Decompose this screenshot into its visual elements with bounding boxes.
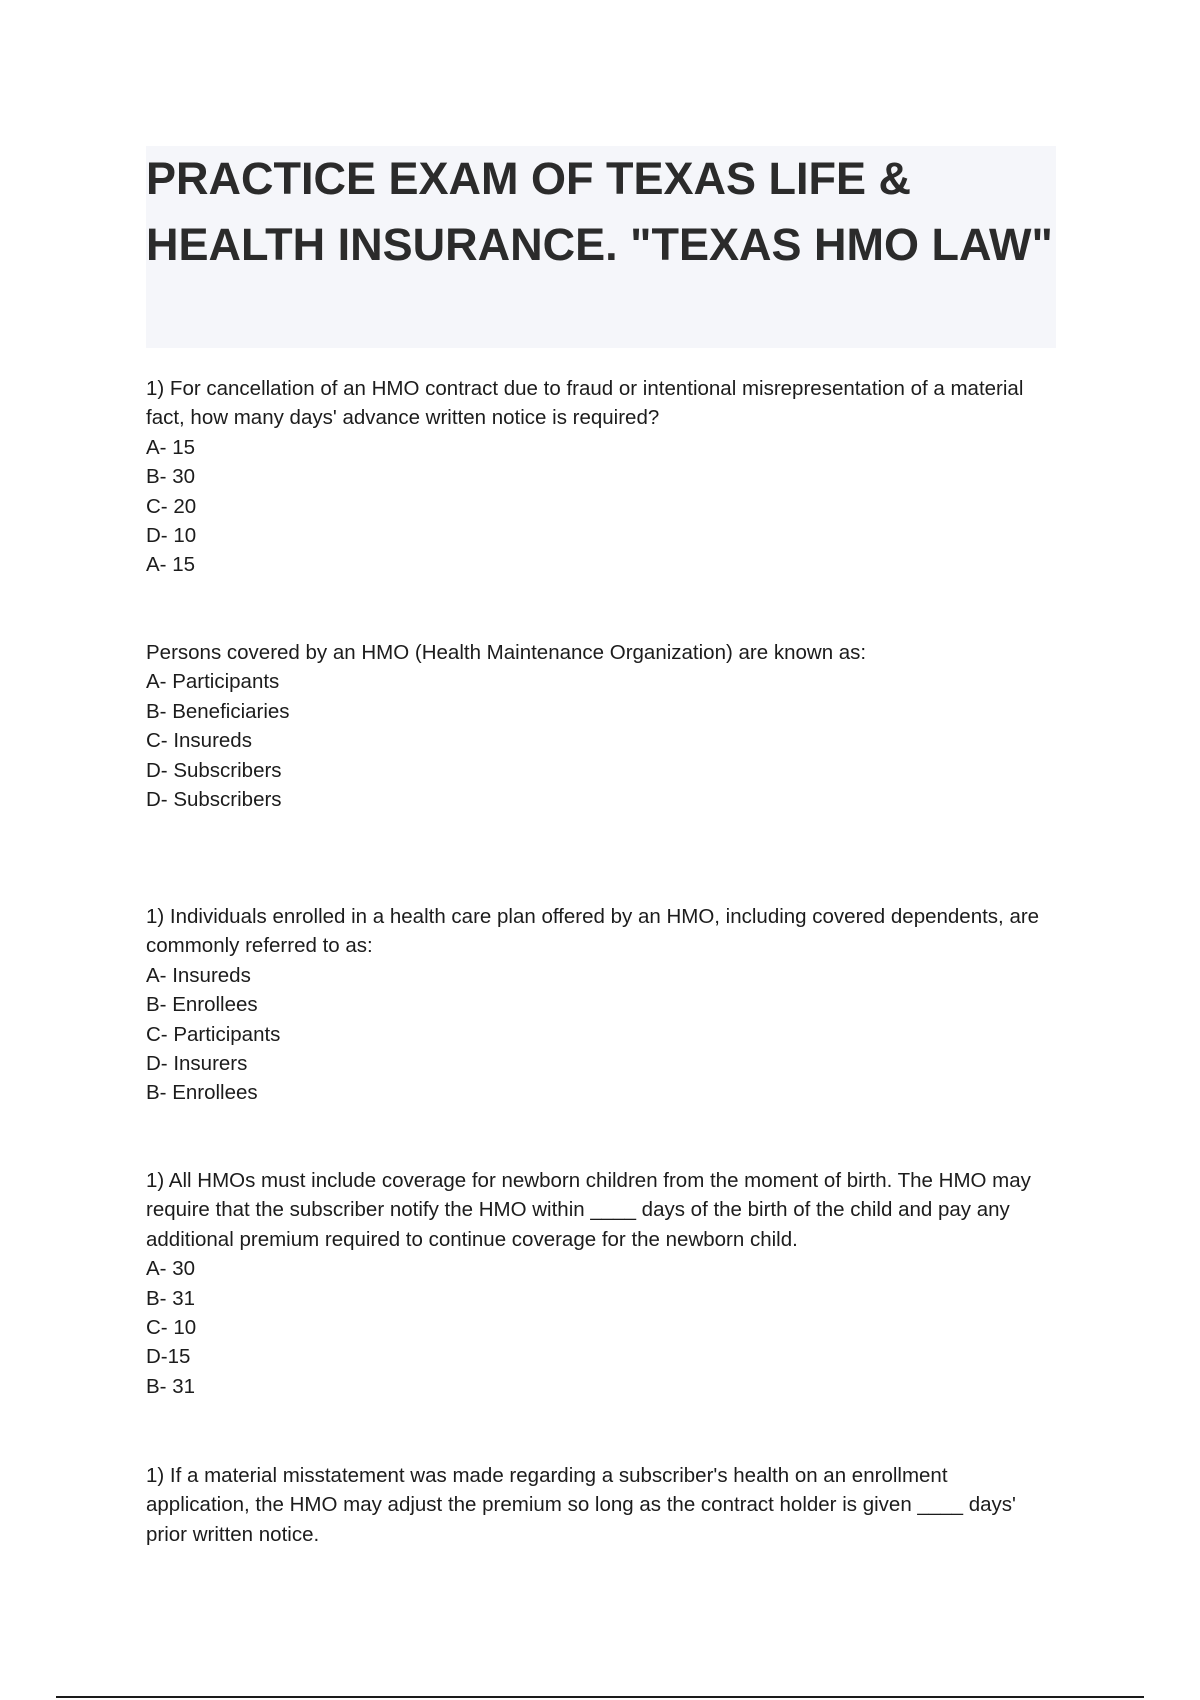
question-text: 1) Individuals enrolled in a health care plan offered by an HMO, including covered dependents, are commonly referred to as: [146,905,1045,958]
answer: B- 31 [146,1374,195,1398]
option-c: C- Insureds [146,729,252,753]
footer-divider [56,1696,1144,1698]
question-text: 1) All HMOs must include coverage for newborn children from the moment of birth. The HMO may require that the subscriber notify the HMO within ____ days of the birth of the child and pay any additional premium required to continue coverage for the newborn child. [146,1169,1037,1251]
option-a: A- 15 [146,435,195,459]
answer: B- Enrollees [146,1081,258,1105]
answer: A- 15 [146,553,195,577]
question-4 [146,1166,1046,1401]
option-a: A- Participants [146,670,280,694]
option-d: D- Subscribers [146,758,282,782]
option-b: B- Beneficiaries [146,699,290,723]
question-text: 1) If a material misstatement was made regarding a subscriber's health on an enrollment application, the HMO may adjust the premium so long as the contract holder is given ____ days' prior written notice. [146,1464,1022,1546]
question-text: Persons covered by an HMO (Health Maintenance Organization) are known as: [146,641,867,664]
option-d: D- 10 [146,524,197,548]
answer: D- Subscribers [146,788,282,812]
option-c: C- 10 [146,1316,197,1340]
option-d: D-15 [146,1345,191,1369]
document-title: PRACTICE EXAM OF TEXAS LIFE & HEALTH INSURANCE. "TEXAS HMO LAW" [146,153,1053,270]
option-b: B- Enrollees [146,993,258,1017]
option-d: D- Insurers [146,1052,248,1076]
question-3 [146,902,1046,1108]
title-block [146,146,1056,348]
option-a: A- Insureds [146,963,251,987]
option-b: B- 30 [146,465,195,489]
option-a: A- 30 [146,1257,195,1281]
question-text: 1) For cancellation of an HMO contract due to fraud or intentional misrepresentation of a material fact, how many days' advance written notice is required? [146,377,1030,430]
option-c: C- 20 [146,494,197,518]
option-b: B- 31 [146,1286,195,1310]
question-5 [146,1461,1046,1549]
option-c: C- Participants [146,1022,281,1046]
question-1 [146,374,1046,580]
question-2 [146,638,1046,814]
